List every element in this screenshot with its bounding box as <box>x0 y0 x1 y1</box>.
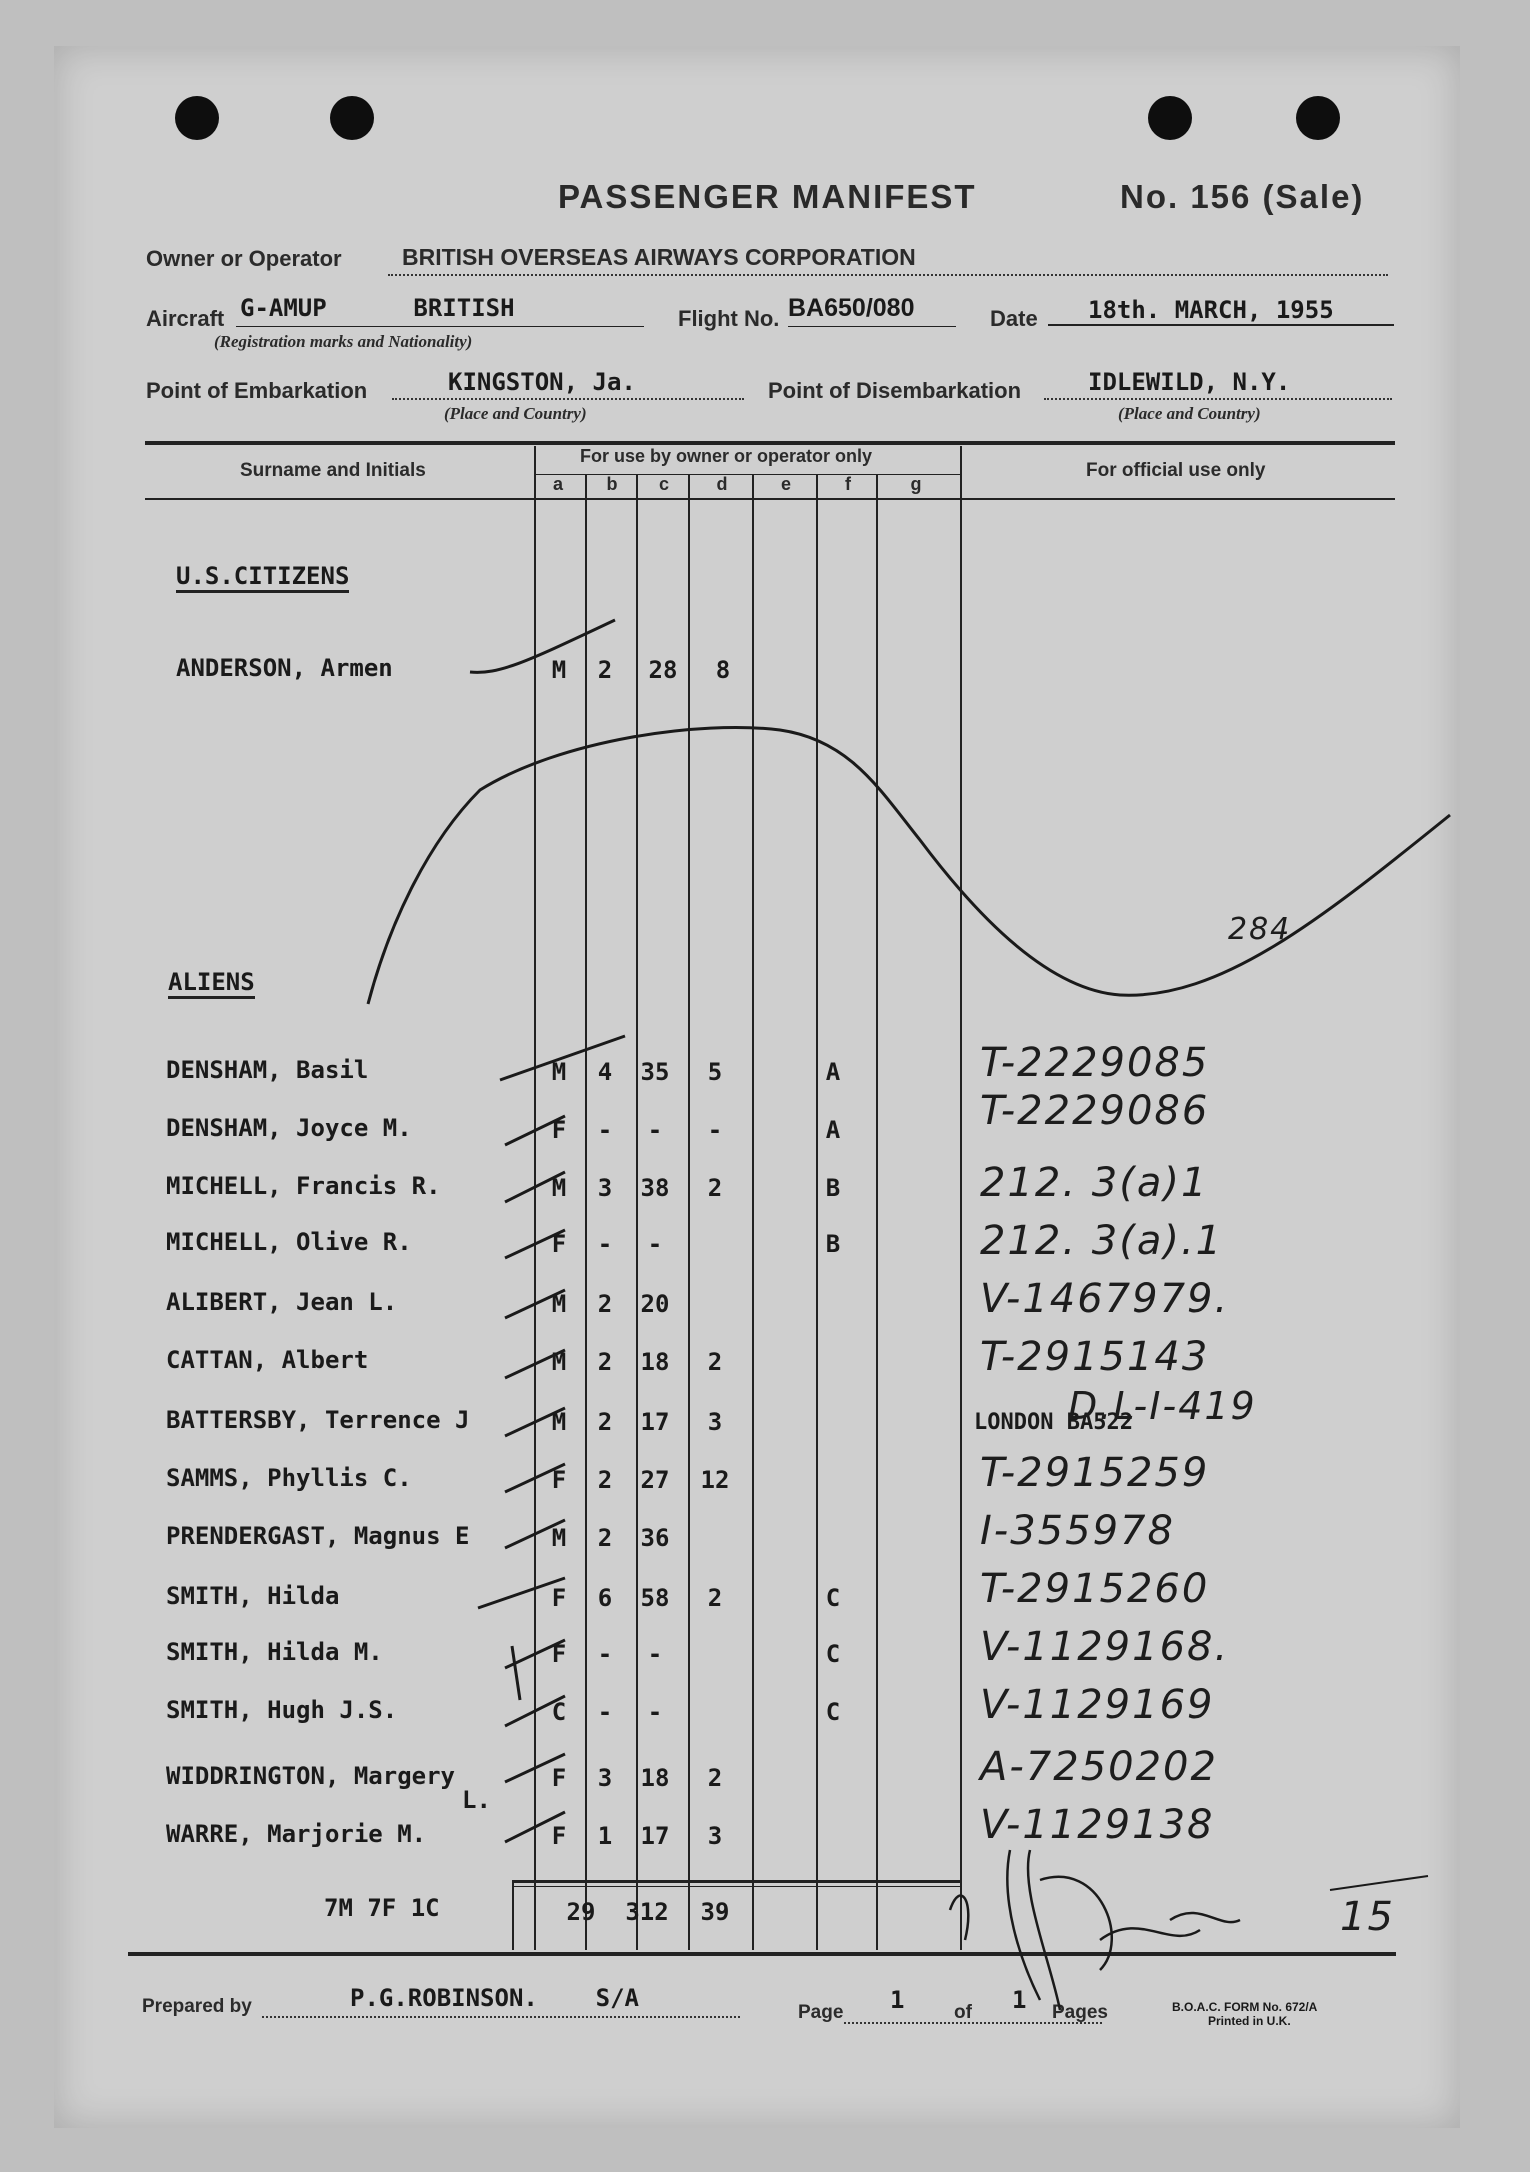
cell-b: 3 <box>597 1174 613 1202</box>
tick-marks <box>478 1036 625 1842</box>
cell-b: 2 <box>597 1466 613 1494</box>
cell-b: 2 <box>597 1524 613 1552</box>
cell-b: 3 <box>597 1764 613 1792</box>
cell-c: 38 <box>640 1174 670 1202</box>
cell-d: 12 <box>700 1466 730 1494</box>
cell-a: F <box>551 1584 567 1612</box>
cell-d: 8 <box>715 656 731 684</box>
cell-b: 2 <box>597 1408 613 1436</box>
passenger-name: DENSHAM, Basil <box>166 1056 369 1084</box>
cell-a: C <box>551 1698 567 1726</box>
date-label: Date <box>990 306 1038 331</box>
cell-c: - <box>647 1640 663 1668</box>
embark-sub: (Place and Country) <box>444 404 587 423</box>
page-value: 1 <box>890 1986 905 2014</box>
form-number: B.O.A.C. FORM No. 672/A <box>1172 2000 1318 2014</box>
official-entry: T-2915259 <box>980 1450 1210 1496</box>
cell-c: 27 <box>640 1466 670 1494</box>
col-letter-e: e <box>780 474 791 494</box>
passenger-name: SAMMS, Phyllis C. <box>166 1464 412 1492</box>
cell-c: 20 <box>640 1290 670 1318</box>
passenger-name: SMITH, Hugh J.S. <box>166 1696 398 1724</box>
col-letter-g: g <box>910 474 922 494</box>
cell-f: C <box>825 1640 841 1668</box>
manifest-number: No. 156 (Sale) <box>1120 178 1365 215</box>
official-entry: V-1129169 <box>980 1682 1215 1728</box>
aircraft-value: G-AMUP BRITISH <box>240 294 515 322</box>
passenger-name: SMITH, Hilda <box>166 1582 340 1610</box>
official-entry: T-2229085 <box>980 1040 1210 1086</box>
cell-d: 2 <box>707 1348 723 1376</box>
passenger-name: SMITH, Hilda M. <box>166 1638 383 1666</box>
passenger-name: MICHELL, Francis R. <box>166 1172 441 1200</box>
cell-b: 4 <box>597 1058 613 1086</box>
official-entry: V-1129138 <box>980 1802 1215 1848</box>
aircraft-label: Aircraft <box>146 306 225 331</box>
document-title: PASSENGER MANIFEST <box>558 178 977 215</box>
pages-label: Pages <box>1052 2002 1108 2023</box>
passenger-name-cont: L. <box>462 1786 491 1814</box>
cell-f: B <box>825 1174 841 1202</box>
cell-f: A <box>825 1116 841 1144</box>
cell-c: - <box>647 1230 663 1258</box>
official-entry: A-7250202 <box>980 1744 1218 1790</box>
prepared-value: P.G.ROBINSON. S/A <box>350 1984 639 2012</box>
count-stroke <box>1330 1876 1428 1890</box>
cell-a: F <box>551 1230 567 1258</box>
ink-curve <box>368 728 1450 1005</box>
us-citizens-heading: U.S.CITIZENS <box>176 562 349 593</box>
cell-b: 2 <box>597 1348 613 1376</box>
cell-d: 2 <box>707 1584 723 1612</box>
passenger-name: PRENDERGAST, Magnus E <box>166 1522 470 1550</box>
passenger-name: CATTAN, Albert <box>166 1346 369 1374</box>
official-entry: 212. 3(a).1 <box>980 1218 1224 1264</box>
disembark-label: Point of Disembarkation <box>768 378 1022 403</box>
cell-b: - <box>597 1116 613 1144</box>
flight-value: BA650/080 <box>788 294 915 322</box>
official-entry: T-2915260 <box>980 1566 1210 1612</box>
disembark-value: IDLEWILD, N.Y. <box>1088 368 1291 396</box>
cell-a: M <box>551 656 567 684</box>
passenger-name: WARRE, Marjorie M. <box>166 1820 427 1848</box>
date-value: 18th. MARCH, 1955 <box>1088 296 1334 324</box>
operator-header: For use by owner or operator only <box>580 446 873 466</box>
total-b: 29 <box>566 1898 596 1926</box>
flight-label: Flight No. <box>678 306 780 331</box>
handwritten-284: 284 <box>1228 912 1292 947</box>
official-entry: V-1129168. <box>980 1624 1230 1670</box>
cell-b: 2 <box>597 656 613 684</box>
official-header: For official use only <box>1086 460 1266 481</box>
cell-f: C <box>825 1584 841 1612</box>
passenger-name: ALIBERT, Jean L. <box>166 1288 398 1316</box>
official-entry: T-2915143 <box>980 1334 1210 1380</box>
cell-f: B <box>825 1230 841 1258</box>
passenger-name: WIDDRINGTON, Margery <box>166 1762 455 1790</box>
cell-a: M <box>551 1174 567 1202</box>
cell-a: F <box>551 1822 567 1850</box>
disembark-sub: (Place and Country) <box>1118 404 1261 423</box>
cell-c: 17 <box>640 1408 670 1436</box>
embark-label: Point of Embarkation <box>146 378 368 403</box>
passenger-name: ANDERSON, Armen <box>176 654 393 682</box>
official-entry: V-1467979. <box>980 1276 1230 1322</box>
printed-in: Printed in U.K. <box>1208 2014 1291 2028</box>
cell-b: 6 <box>597 1584 613 1612</box>
cell-f: C <box>825 1698 841 1726</box>
cell-a: M <box>551 1348 567 1376</box>
of-label: of <box>954 2002 972 2023</box>
cell-d: 3 <box>707 1822 723 1850</box>
cell-d: 2 <box>707 1174 723 1202</box>
embark-value: KINGSTON, Ja. <box>448 368 636 396</box>
cell-c: 58 <box>640 1584 670 1612</box>
cell-c: - <box>647 1698 663 1726</box>
surname-header: Surname and Initials <box>240 460 426 481</box>
prepared-label: Prepared by <box>142 1996 252 2017</box>
cell-c: 35 <box>640 1058 670 1086</box>
cell-b: - <box>597 1698 613 1726</box>
total-d: 39 <box>700 1898 730 1926</box>
cell-c: 18 <box>640 1764 670 1792</box>
col-letter-a: a <box>552 474 563 494</box>
official-entry: LONDON BA522 <box>974 1410 1133 1435</box>
officer-signature <box>950 1850 1240 2010</box>
cell-a: F <box>551 1116 567 1144</box>
owner-label: Owner or Operator <box>146 246 342 271</box>
cell-f: A <box>825 1058 841 1086</box>
cell-c: 36 <box>640 1524 670 1552</box>
totals-label: 7M 7F 1C <box>324 1894 440 1922</box>
cell-a: F <box>551 1764 567 1792</box>
total-c: 312 <box>625 1898 669 1926</box>
official-entry: T-2229086 <box>980 1088 1210 1134</box>
passenger-name: DENSHAM, Joyce M. <box>166 1114 412 1142</box>
cell-c: 17 <box>640 1822 670 1850</box>
cell-a: M <box>551 1290 567 1318</box>
cell-d: 3 <box>707 1408 723 1436</box>
cell-a: M <box>551 1524 567 1552</box>
official-entry-handwritten: D.L-I-419 <box>1068 1384 1257 1428</box>
check-mark <box>470 620 615 672</box>
page-label: Page <box>798 2002 844 2023</box>
passenger-name: BATTERSBY, Terrence J <box>166 1406 470 1434</box>
cell-a: F <box>551 1466 567 1494</box>
passenger-count: 15 <box>1340 1894 1395 1940</box>
cell-b: 2 <box>597 1290 613 1318</box>
aliens-heading: ALIENS <box>168 968 255 999</box>
col-letter-c: c <box>658 474 669 494</box>
cell-d: 2 <box>707 1764 723 1792</box>
of-value: 1 <box>1012 1986 1027 2014</box>
official-entry: 212. 3(a)1 <box>980 1160 1209 1206</box>
col-letter-b: b <box>606 474 618 494</box>
aircraft-sub: (Registration marks and Nationality) <box>214 332 473 351</box>
cell-a: F <box>551 1640 567 1668</box>
cell-b: - <box>597 1640 613 1668</box>
passenger-name: MICHELL, Olive R. <box>166 1228 412 1256</box>
cell-d: 5 <box>707 1058 723 1086</box>
cell-b: - <box>597 1230 613 1258</box>
cell-d: - <box>707 1116 723 1144</box>
cell-c: - <box>647 1116 663 1144</box>
col-letter-f: f <box>845 474 851 494</box>
official-entry: I-355978 <box>980 1508 1175 1554</box>
cell-c: 28 <box>648 656 678 684</box>
cell-a: M <box>551 1408 567 1436</box>
cell-b: 1 <box>597 1822 613 1850</box>
cell-c: 18 <box>640 1348 670 1376</box>
col-letter-d: d <box>716 474 728 494</box>
owner-value: BRITISH OVERSEAS AIRWAYS CORPORATION <box>402 244 916 270</box>
cell-a: M <box>551 1058 567 1086</box>
